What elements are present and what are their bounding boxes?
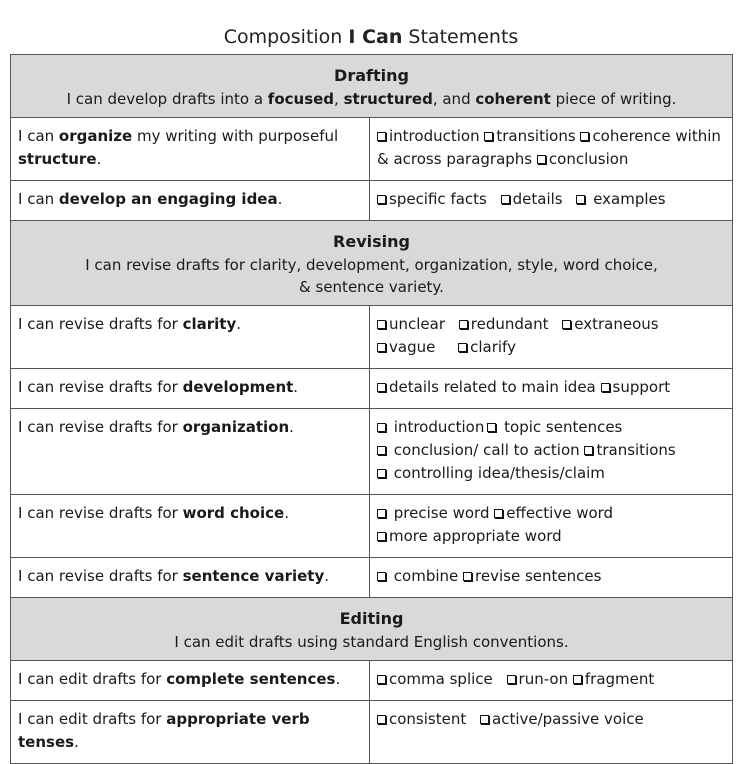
statement-bold: sentence variety [182,567,325,585]
statement-bold: word choice [182,504,285,522]
check-label: effective word [506,504,614,522]
checkbox-icon[interactable] [377,320,386,329]
check-label: introduction [393,418,485,436]
check-label: introduction [389,127,480,145]
statement-text: . [284,504,289,522]
checkbox-icon[interactable] [487,423,496,432]
statement-text: I can revise drafts for [18,504,183,522]
checklist-cell [370,558,733,598]
statement-text: . [289,418,294,436]
checkbox-icon[interactable] [537,155,546,164]
desc-text: , [334,90,344,108]
checkbox-icon[interactable] [377,446,386,455]
check-label: details [512,190,563,208]
section-desc [21,88,722,110]
desc-bold: coherent [475,90,551,108]
checkbox-icon[interactable] [377,195,386,204]
statement-text: I can [18,190,59,208]
statement-text: . [335,670,341,688]
statement-cell [11,118,370,181]
checkbox-icon[interactable] [377,469,386,478]
checkbox-icon[interactable] [377,532,386,541]
check-label: transitions [496,127,576,145]
statement-cell [11,181,370,221]
check-label: comma splice [389,670,493,688]
statement-bold: development [182,378,294,396]
checklist-cell [370,369,733,409]
check-label: precise word [393,504,490,522]
statement-bold: organization [182,418,290,436]
table-row [11,495,733,558]
statement-bold: complete sentences [166,670,336,688]
checkbox-icon[interactable] [494,509,503,518]
table-row [11,661,733,701]
desc-bold: focused [267,90,335,108]
statement-cell [11,495,370,558]
check-label: clarify [470,338,516,356]
check-label: transitions [596,441,676,459]
table-row [11,306,733,369]
section-title: Editing [339,609,404,628]
checkbox-icon[interactable] [501,195,510,204]
section-header [11,221,733,306]
check-label: extraneous [574,315,659,333]
statement-cell [11,409,370,495]
check-label: examples [593,190,666,208]
check-label: fragment [584,670,655,688]
statement-cell [11,558,370,598]
check-label: unclear [389,315,446,333]
title-pre: Composition [223,26,349,48]
statement-cell [11,701,370,764]
check-label: run-on [518,670,569,688]
checkbox-icon[interactable] [377,423,386,432]
section-desc: I can edit drafts using standard English conventions. [174,633,569,651]
checklist-cell [370,306,733,369]
check-label: active/passive voice [492,710,644,728]
statement-text: . [293,378,299,396]
checklist-cell [370,118,733,181]
section-desc: I can revise drafts for clarity, development, organization, style, word choice, [85,256,658,274]
checkbox-icon[interactable] [584,446,593,455]
statement-bold: clarity [182,315,237,333]
checkbox-icon[interactable] [459,320,468,329]
section-revising [11,221,733,306]
desc-text: piece of writing. [550,90,677,108]
checkbox-icon[interactable] [377,572,386,581]
statement-text: . [277,190,283,208]
section-header [11,55,733,118]
table-row [11,701,733,764]
checkbox-icon[interactable] [573,675,582,684]
desc-text: I can develop drafts into a [66,90,268,108]
checkbox-icon[interactable] [377,715,386,724]
checkbox-icon[interactable] [377,383,386,392]
statement-cell [11,306,370,369]
check-label: more appropriate word [389,527,562,545]
statement-text: I can [18,127,59,145]
section-header [11,598,733,661]
statement-bold: structure [18,150,97,168]
check-label: support [612,378,671,396]
checkbox-icon[interactable] [601,383,610,392]
statement-text: I can revise drafts for [18,418,183,436]
check-label: specific facts [389,190,487,208]
check-label: consistent [389,710,467,728]
check-label: conclusion/ call to action [393,441,580,459]
statement-text: I can edit drafts for [18,710,167,728]
check-label: topic sentences [504,418,623,436]
checklist-cell [370,495,733,558]
checkbox-icon[interactable] [580,132,589,141]
checklist-cell [370,661,733,701]
statement-text: . [74,733,79,751]
checkbox-icon[interactable] [458,343,467,352]
statement-text: my writing with purposeful [132,127,339,145]
check-label: details related to main idea [389,378,596,396]
check-label: conclusion [548,150,629,168]
checkbox-icon[interactable] [377,132,386,141]
statement-text: I can edit drafts for [18,670,167,688]
checkbox-icon[interactable] [377,343,386,352]
statement-bold: develop an engaging idea [58,190,278,208]
checkbox-icon[interactable] [480,715,489,724]
checkbox-icon[interactable] [484,132,493,141]
desc-bold: structured [343,90,433,108]
statement-text: . [324,567,330,585]
section-title: Drafting [334,66,409,85]
check-label: vague [389,338,436,356]
statement-bold: organize [58,127,133,145]
title-bold: I Can [348,26,403,48]
statement-cell [11,661,370,701]
statement-text: I can revise drafts for [18,378,183,396]
section-desc: & sentence variety. [299,278,444,296]
table-row [11,409,733,495]
checkbox-icon[interactable] [562,320,571,329]
section-title: Revising [333,232,410,251]
checklist-cell [370,701,733,764]
statement-text: I can revise drafts for [18,315,183,333]
statement-bold: appropriate verb tenses [18,710,310,751]
statement-cell [11,369,370,409]
table-row [11,181,733,221]
table-row [11,558,733,598]
checkbox-icon[interactable] [377,509,386,518]
checkbox-icon[interactable] [507,675,516,684]
desc-text: , and [432,90,476,108]
section-editing [11,598,733,661]
statement-text: . [236,315,242,333]
check-label: controlling idea/thesis/claim [393,464,605,482]
checkbox-icon[interactable] [463,572,472,581]
checkbox-icon[interactable] [576,195,585,204]
checkbox-icon[interactable] [377,675,386,684]
page-title [0,26,742,48]
title-post: Statements [402,26,519,48]
section-drafting [11,55,733,118]
check-label: redundant [470,315,549,333]
statement-text: I can revise drafts for [18,567,183,585]
table-row [11,118,733,181]
statement-text: . [96,150,102,168]
table-row [11,369,733,409]
i-can-table [10,54,733,764]
check-label: coherence within & across paragraphs [377,127,721,168]
check-label: revise sentences [475,567,602,585]
checklist-cell [370,181,733,221]
check-label: combine [393,567,459,585]
checklist-cell [370,409,733,495]
